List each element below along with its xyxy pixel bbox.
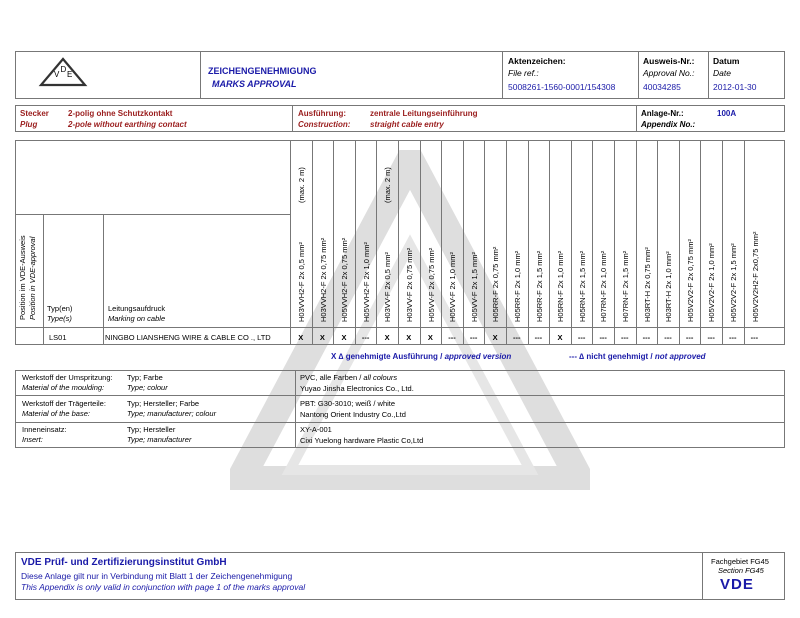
cable-type-header: H07RN-F 2x 1,0 mm² — [599, 250, 609, 322]
approval-cell: X — [341, 333, 347, 342]
column-divider — [290, 140, 291, 345]
cable-type-header: H05RN-F 2x 1,5 mm² — [577, 250, 587, 322]
cable-type-header: H03RT-H 2x 0,75 mm² — [642, 247, 652, 322]
row-marking: NINGBO LIANSHENG WIRE & CABLE CO ., LTD — [105, 333, 271, 342]
approval-cell: X — [384, 333, 390, 342]
max-length-note-2: (max. 2 m) — [383, 167, 392, 203]
approval-value: 40034285 — [643, 82, 681, 92]
approval-cell: --- — [599, 333, 607, 342]
approval-cell: --- — [469, 333, 478, 342]
approval-cell: --- — [361, 333, 370, 342]
approval-cell: X — [427, 333, 433, 342]
material-value — [300, 425, 332, 434]
date-label-en: Date — [713, 68, 731, 78]
type-header-en: Type(s) — [47, 314, 72, 323]
cable-type-header: H03VVH2-F 2x 0,75 mm² — [318, 237, 328, 322]
material-manufacturer: Cixi Yuelong hardware Plastic Co,Ltd — [300, 436, 424, 445]
vde-logo-icon — [38, 57, 88, 89]
legend-not-symbol: --- — [569, 352, 577, 361]
column-divider — [657, 140, 658, 345]
cable-type-header: H05V2V2-F 2x 1,5 mm² — [729, 243, 738, 322]
column-divider — [355, 140, 356, 345]
approval-cell: --- — [707, 333, 715, 342]
approval-cell: --- — [534, 333, 543, 342]
legend-not-en: not approved — [654, 352, 706, 361]
material-label-en: Material of the base: — [22, 409, 90, 418]
section-de: Fachgebiet FG45 — [711, 557, 769, 566]
material-value-italic: all colours — [363, 373, 398, 382]
institute-name: VDE Prüf- und Zertifizierungsinstitut GmbH — [21, 557, 227, 568]
column-divider — [333, 140, 334, 345]
material-kind-en: Type; colour — [127, 383, 168, 392]
material-kind-en: Type; manufacturer; colour — [127, 409, 217, 418]
construction-label-en: Construction: — [298, 120, 351, 129]
cable-type-header: H05VV-F 2x 0,75 mm² — [426, 247, 436, 322]
marking-header-en: Marking on cable — [108, 314, 166, 323]
max-length-note-1: (max. 2 m) — [297, 167, 306, 203]
legend-not — [569, 352, 706, 361]
legend — [331, 352, 511, 361]
approval-cell: X — [319, 333, 325, 342]
construction-value-en: straight cable entry — [370, 120, 444, 129]
column-divider — [636, 140, 637, 345]
material-manufacturer: Yuyao Jinsha Electronics Co., Ltd. — [300, 384, 414, 393]
column-divider — [312, 140, 313, 345]
column-divider — [441, 140, 442, 345]
approval-cell: --- — [642, 333, 651, 342]
footer-note-en: This Appendix is only valid in conjunction with page 1 of the marks approval — [21, 582, 306, 592]
material-kind: Typ; Farbe — [127, 373, 163, 382]
svg-text:E: E — [67, 70, 73, 79]
legend-sep: / — [440, 352, 443, 361]
construction-label: Ausführung: — [298, 109, 346, 118]
material-kind: Typ; Hersteller; Farbe — [127, 399, 200, 408]
material-label: Werkstoff der Umspritzung: — [22, 373, 113, 382]
material-kind-en: Type; manufacturer — [127, 435, 192, 444]
column-divider — [614, 140, 615, 345]
legend-not-de: nicht genehmigt — [586, 352, 649, 361]
approval-cell: --- — [448, 333, 456, 342]
vde-logo: VDE — [720, 576, 754, 593]
column-divider — [700, 140, 701, 345]
cable-type-header: H03VV-F 2x 0,5 mm² — [383, 251, 393, 322]
approval-cell: --- — [577, 333, 586, 342]
cable-type-header: H05RN-F 2x 1,0 mm² — [556, 250, 566, 322]
legend-approved-en: approved version — [444, 352, 512, 361]
column-divider — [484, 140, 485, 345]
approval-cell: --- — [513, 333, 521, 342]
column-divider — [592, 140, 593, 345]
cable-type-header: H05V2V2H2-F 2x0,75 mm² — [750, 231, 760, 322]
approval-cell: --- — [750, 333, 759, 342]
marking-header: Leitungsaufdruck — [108, 304, 166, 313]
cable-type-header: H05VV-F 2x 1,0 mm² — [448, 251, 458, 322]
material-value — [300, 373, 397, 382]
type-header: Typ(en) — [47, 304, 73, 313]
cable-type-header: H07RN-F 2x 1,5 mm² — [621, 250, 630, 322]
plug-label-en: Plug — [20, 120, 38, 129]
date-value: 2012-01-30 — [713, 82, 757, 92]
cable-type-header: H05VVH2-F 2x 0,75 mm² — [340, 237, 350, 322]
plug-value-en: 2-pole without earthing contact — [68, 120, 187, 129]
approval-cell: X — [298, 333, 304, 342]
file-label: Aktenzeichen: — [508, 56, 566, 66]
column-divider — [376, 140, 377, 345]
column-divider — [722, 140, 723, 345]
column-divider — [549, 140, 550, 345]
footer-note-de: Diese Anlage gilt nur in Verbindung mit Blatt 1 der Zeichengenehmigung — [21, 571, 293, 581]
vde-mark-icon: ∆ — [579, 352, 585, 361]
column-divider — [744, 140, 745, 345]
construction-value: zentrale Leitungseinführung — [370, 109, 478, 118]
cable-type-header: H05RR-F 2x 1,0 mm² — [513, 250, 522, 322]
material-value-text: PVC, alle Farben / — [300, 373, 364, 382]
column-divider — [679, 140, 680, 345]
cable-type-header: H05VV-F 2x 1,5 mm² — [469, 251, 479, 322]
approval-label: Ausweis-Nr.: — [643, 56, 695, 66]
column-divider — [463, 140, 464, 345]
cable-type-header: H05RR-F 2x 0,75 mm² — [491, 246, 501, 322]
row-pos: LS01 — [49, 333, 67, 342]
approval-cell: --- — [685, 333, 694, 342]
plug-label: Stecker — [20, 109, 49, 118]
material-label: Werkstoff der Trägerteile: — [22, 399, 106, 408]
title-en: MARKS APPROVAL — [212, 79, 297, 89]
material-value-text: PBT: G30-3010; weiß / white — [300, 399, 396, 408]
approval-cell: X — [557, 333, 563, 342]
column-divider — [571, 140, 572, 345]
cable-type-header: H05V2V2-F 2x 1,0 mm² — [707, 243, 717, 322]
column-divider — [420, 140, 421, 345]
legend-sep: / — [650, 352, 653, 361]
cable-type-header: H03VVH2-F 2x 0,5 mm² — [297, 241, 306, 322]
material-label-en: Insert: — [22, 435, 43, 444]
appendix-label: Anlage-Nr.: — [641, 109, 684, 118]
approval-cell: --- — [729, 333, 737, 342]
section-en: Section FG45 — [718, 566, 764, 575]
approval-label-en: Approval No.: — [643, 68, 695, 78]
cable-type-header: H05RR-F 2x 1,5 mm² — [534, 250, 544, 322]
appendix-value: 100A — [717, 109, 737, 118]
cable-type-header: H03VV-F 2x 0,75 mm² — [405, 247, 414, 322]
file-value: 5008261-1560-0001/154308 — [508, 82, 616, 92]
position-header-en: Position in VDE-approval — [28, 236, 37, 320]
material-kind: Typ; Hersteller — [127, 425, 176, 434]
legend-approved-de: genehmigte Ausführung — [345, 352, 438, 361]
svg-text:V: V — [54, 70, 60, 79]
material-value-text: XY-A-001 — [300, 425, 332, 434]
column-divider — [398, 140, 399, 345]
appendix-label-en: Appendix No.: — [641, 120, 696, 129]
title-de: ZEICHENGENEHMIGUNG — [208, 66, 317, 76]
cable-type-header: H05VVH2-F 2x 1,0 mm² — [361, 241, 371, 322]
material-manufacturer: Nantong Orient Industry Co.,Ltd — [300, 410, 406, 419]
material-label: Inneneinsatz: — [22, 425, 67, 434]
plug-value: 2-polig ohne Schutzkontakt — [68, 109, 173, 118]
date-label: Datum — [713, 56, 740, 66]
cable-type-header: H05V2V2-F 2x 0,75 mm² — [685, 239, 695, 322]
material-label-en: Material of the moulding: — [22, 383, 105, 392]
column-divider — [506, 140, 507, 345]
legend-approved-symbol: X — [331, 352, 337, 361]
vde-mark-icon: ∆ — [338, 352, 344, 361]
approval-cell: --- — [664, 333, 672, 342]
cable-type-header: H03RT-H 2x 1,0 mm² — [664, 251, 674, 322]
position-header: Position im VDE-Ausweis — [18, 235, 27, 320]
file-label-en: File ref.: — [508, 68, 539, 78]
svg-text:D: D — [60, 65, 67, 74]
approval-cell: X — [406, 333, 412, 342]
approval-cell: --- — [621, 333, 629, 342]
material-value — [300, 399, 395, 408]
column-divider — [528, 140, 529, 345]
approval-cell: X — [492, 333, 498, 342]
